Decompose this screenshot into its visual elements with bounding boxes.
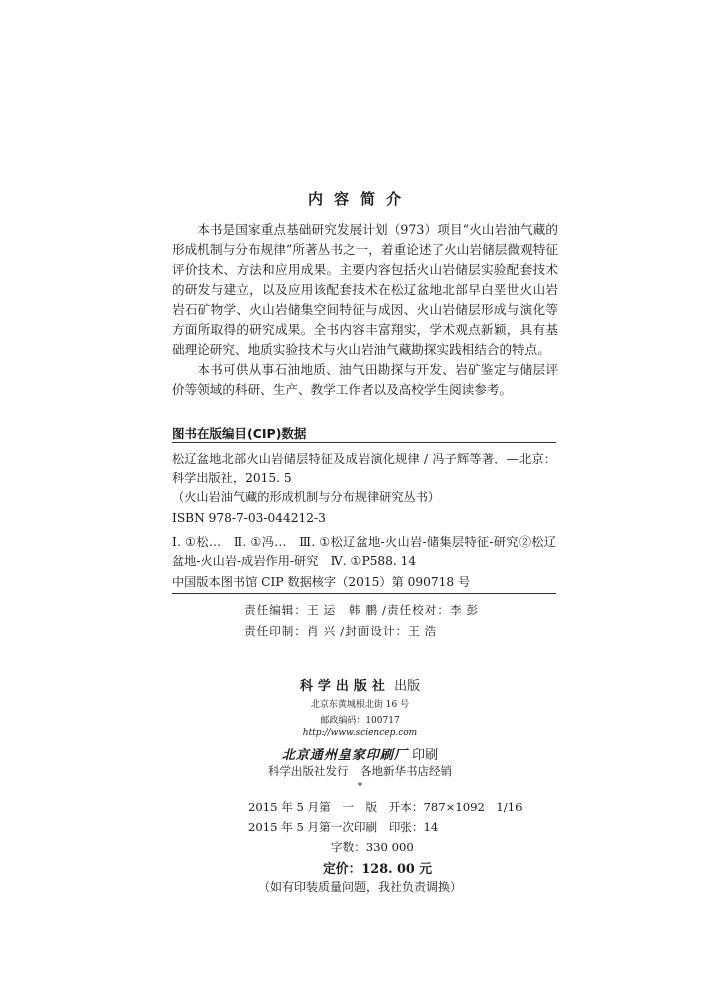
publisher-address: 北京东黄城根北街 16 号 bbox=[310, 700, 410, 710]
price-line: 定价：128. 00 元 bbox=[323, 862, 433, 877]
summary-title: 内容简介 bbox=[307, 190, 412, 208]
print-value: 肖兴 bbox=[306, 624, 341, 638]
editor-value: 王运 韩鹏 bbox=[306, 603, 383, 617]
cip-bottom-rule bbox=[172, 593, 556, 594]
cip-title-line: 松辽盆地北部火山岩储层特征及成岩演化规律 / 冯子辉等著．—北京：科学出版社，2015. 5 bbox=[172, 452, 556, 485]
publisher-line bbox=[0, 675, 720, 694]
print-label: 责任印制： bbox=[244, 624, 307, 638]
printer-action: 印刷 bbox=[412, 748, 439, 763]
cover-value: 王浩 bbox=[408, 624, 442, 638]
summary-body bbox=[172, 220, 558, 400]
cip-cn-library: 中国版本图书馆 CIP 数据核字（2015）第 090718 号 bbox=[172, 575, 471, 589]
quality-note: （如有印装质量问题，我社负责调换） bbox=[257, 880, 462, 894]
proof-value: 李彭 bbox=[449, 603, 484, 617]
credit-line-editors bbox=[244, 602, 483, 618]
publisher-zip: 邮政编码：100717 bbox=[320, 716, 400, 726]
summary-paragraph: 本书可供从事石油地质、油气田勘探与开发、岩矿鉴定与储层评价等领域的科研、生产、教学工作者以及高校学生阅读参考。 bbox=[172, 362, 558, 397]
publisher-url: http://www.sciencep.com bbox=[302, 728, 418, 738]
cip-title-entry bbox=[172, 450, 556, 507]
summary-paragraph: 本书是国家重点基础研究发展计划（973）项目“火山岩油气藏的形成机制与分布规律”所著丛书之一，着重论述了火山岩储层微观特征评价技术、方法和应用成果。主要内容包括火山岩储层实验配套技术的研发与建立，以及应用该配套技术在松辽盆地北部早白垩世火山岩岩石矿物学、火山岩储集空间特征与成因、火山岩储层形成与演化等方面所取得的研究成果。全书内容丰富翔实，学术观点新颖，具有基础理论研究、地质实验技术与火山岩油气藏勘探实践相结合的特点。 bbox=[172, 222, 558, 357]
credit-line-production bbox=[244, 623, 441, 639]
printer-line bbox=[0, 744, 720, 763]
cip-isbn: ISBN 978-7-03-044212-3 bbox=[172, 511, 326, 525]
edition-line: 2015 年 5 月第 一 版 开本：787×1092 1/16 bbox=[248, 800, 523, 814]
distribution-line: 科学出版社发行 各地新华书店经销 bbox=[268, 764, 452, 778]
cip-heading: 图书在版编目(CIP)数据 bbox=[172, 426, 307, 441]
printing-line: 2015 年 5 月第一次印刷 印张：14 bbox=[248, 820, 439, 834]
cip-series-line: （火山岩油气藏的形成机制与分布规律研究丛书） bbox=[172, 490, 441, 504]
cover-label: /封面设计： bbox=[340, 624, 409, 638]
cip-classification: Ⅰ. ①松… Ⅱ. ①冯… Ⅲ. ①松辽盆地-火山岩-储集层特征-研究②松辽盆地-火山岩-成岩作用-研究 Ⅳ. ①P588. 14 bbox=[172, 535, 556, 568]
editor-label: 责任编辑： bbox=[244, 603, 307, 617]
printer-name: 北京通州皇家印刷厂 bbox=[281, 748, 408, 763]
word-count-line: 字数：330 000 bbox=[331, 840, 414, 854]
separator-star: * bbox=[357, 782, 363, 792]
publisher-action: 出版 bbox=[394, 679, 421, 694]
cip-top-rule bbox=[172, 442, 556, 443]
proof-label: /责任校对： bbox=[382, 603, 450, 617]
publisher-name: 科学出版社 bbox=[299, 679, 390, 694]
